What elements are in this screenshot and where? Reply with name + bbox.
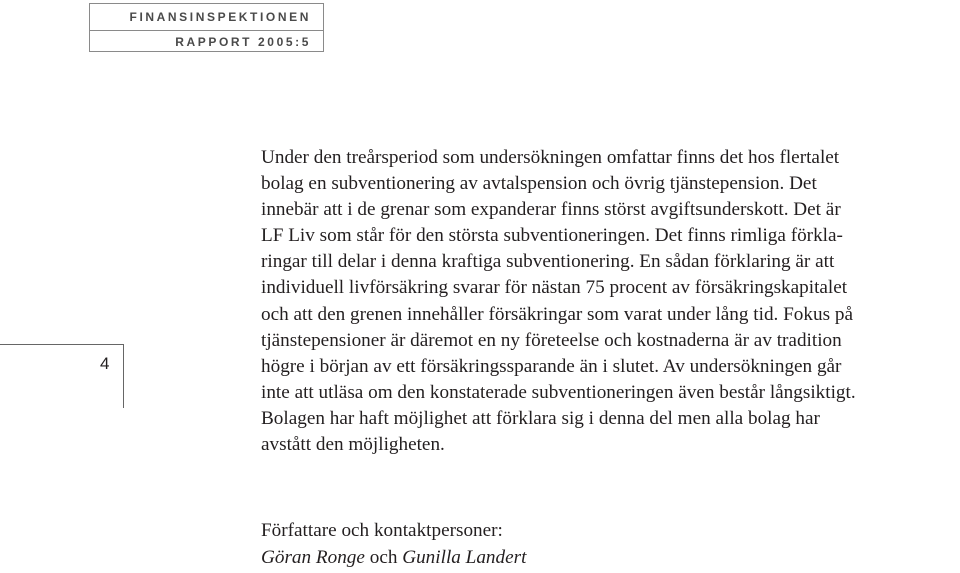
report-header bbox=[89, 3, 324, 52]
margin-vertical-rule bbox=[123, 344, 124, 408]
body-line: inte att utläsa om den konstaterade subventioneringen även består långsiktigt. bbox=[261, 381, 856, 403]
report-number: RAPPORT 2005:5 bbox=[175, 35, 311, 49]
organization-name: FINANSINSPEKTIONEN bbox=[129, 10, 311, 24]
body-line: LF Liv som står för den största subventioneringen. Det finns rimliga förkla- bbox=[261, 225, 843, 247]
header-divider bbox=[90, 30, 323, 31]
contact-heading: Författare och kontaktpersoner: bbox=[261, 520, 503, 541]
contact-conjunction: och bbox=[364, 546, 403, 568]
body-line: innebär att i de grenar som expanderar finns störst avgiftsunderskott. Det är bbox=[261, 199, 841, 221]
contact-section bbox=[261, 518, 526, 571]
page-number: 4 bbox=[100, 354, 110, 373]
margin-horizontal-rule bbox=[0, 344, 124, 345]
body-line: avstått den möjligheten. bbox=[261, 434, 445, 456]
contact-person-2: Gunilla Landert bbox=[402, 546, 527, 568]
body-paragraph bbox=[261, 145, 960, 458]
body-line: Under den treårsperiod som undersökningen omfattar finns det hos flertalet bbox=[261, 147, 840, 168]
body-line: ringar till delar i denna kraftiga subventionering. En sådan förklaring är att bbox=[261, 251, 835, 273]
body-line: och att den grenen innehåller försäkringar som varat under lång tid. Fokus på bbox=[261, 303, 853, 325]
body-line: tjänstepensioner är däremot en ny företeelse och kostnaderna är av tradition bbox=[261, 329, 842, 351]
body-line: bolag en subventionering av avtalspension och övrig tjänstepension. Det bbox=[261, 173, 817, 195]
contact-person-1: Göran Ronge bbox=[261, 546, 365, 568]
body-line: Bolagen har haft möjlighet att förklara sig i denna del men alla bolag har bbox=[261, 407, 820, 429]
body-line: högre i början av ett försäkringssparande än i slutet. Av undersökningen går bbox=[261, 355, 842, 377]
contact-names bbox=[261, 545, 526, 572]
body-line: individuell livförsäkring svarar för nästan 75 procent av försäkringskapitalet bbox=[261, 277, 848, 299]
